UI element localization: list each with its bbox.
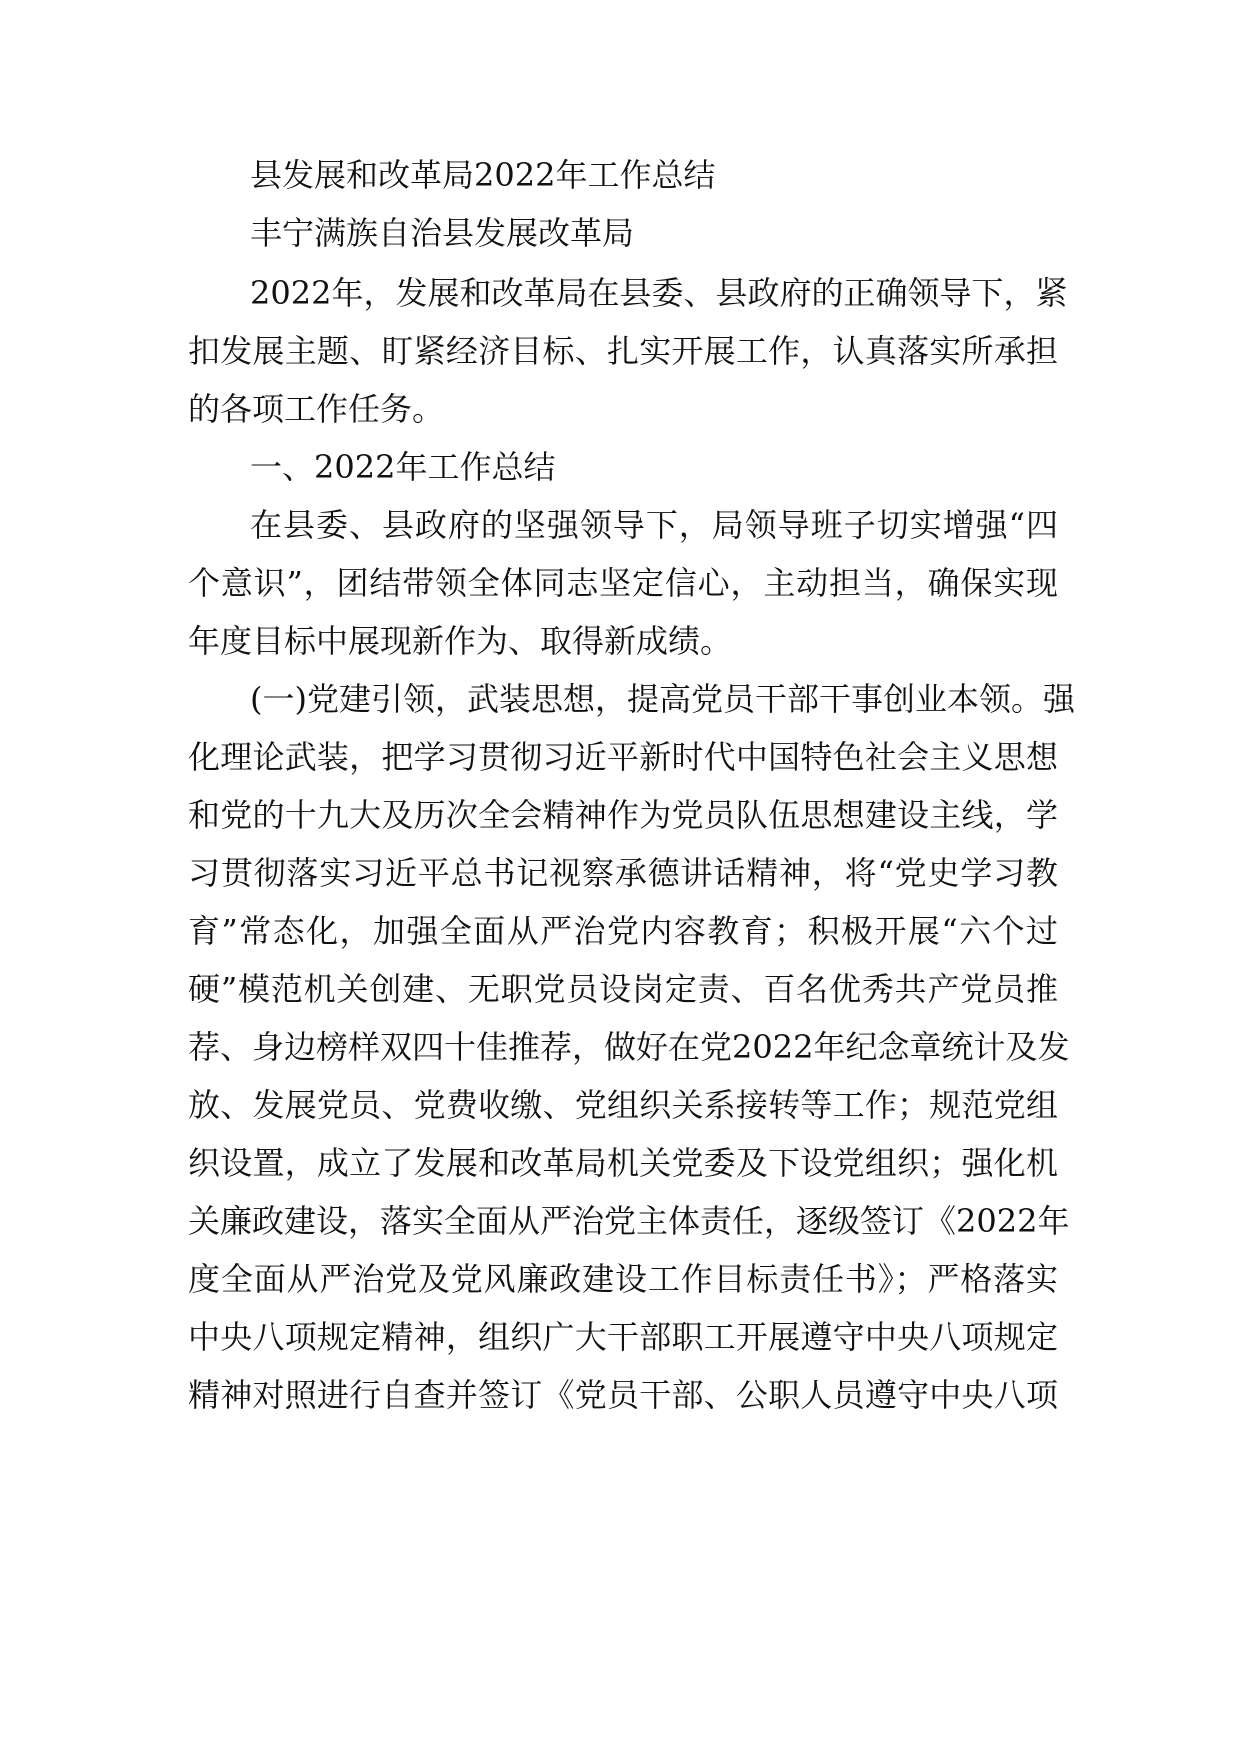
document-title: 县发展和改革局2022年工作总结 (250, 156, 716, 194)
paragraph-line: 精神对照进行自查并签订《党员干部、公职人员遵守中央八项 (188, 1376, 1058, 1414)
paragraph-line: 的各项工作任务。 (188, 390, 445, 428)
paragraph-line: 习贯彻落实习近平总书记视察承德讲话精神，将“党史学习教 (188, 854, 1058, 892)
paragraph-line: 度全面从严治党及党风廉政建设工作目标责任书》；严格落实 (188, 1260, 1058, 1298)
paragraph-line: 2022年，发展和改革局在县委、县政府的正确领导下，紧 (250, 274, 1068, 312)
paragraph-line: 在县委、县政府的坚强领导下，局领导班子切实增强“四 (250, 506, 1058, 544)
paragraph-line: 关廉政建设，落实全面从严治党主体责任，逐级签订《2022年 (188, 1202, 1070, 1240)
paragraph-line: 扣发展主题、盯紧经济目标、扎实开展工作，认真落实所承担 (188, 332, 1058, 370)
paragraph-line: 年度目标中展现新作为、取得新成绩。 (188, 622, 733, 660)
paragraph-line: 育”常态化，加强全面从严治党内容教育；积极开展“六个过 (188, 912, 1058, 950)
paragraph-line: 织设置，成立了发展和改革局机关党委及下设党组织；强化机 (188, 1144, 1058, 1182)
paragraph-line: (一)党建引领，武装思想，提高党员干部干事创业本领。强 (250, 680, 1075, 718)
paragraph-line: 放、发展党员、党费收缴、党组织关系接转等工作；规范党组 (188, 1086, 1058, 1124)
paragraph-line: 个意识”，团结带领全体同志坚定信心，主动担当，确保实现 (188, 564, 1058, 602)
paragraph-line: 中央八项规定精神，组织广大干部职工开展遵守中央八项规定 (188, 1318, 1058, 1356)
paragraph-line: 荐、身边榜样双四十佳推荐，做好在党2022年纪念章统计及发 (188, 1028, 1070, 1066)
paragraph-line: 硬”模范机关创建、无职党员设岗定责、百名优秀共产党员推 (188, 970, 1058, 1008)
paragraph-line: 化理论武装，把学习贯彻习近平新时代中国特色社会主义思想 (188, 738, 1058, 776)
section-heading: 一、2022年工作总结 (250, 448, 556, 486)
paragraph-line: 和党的十九大及历次全会精神作为党员队伍思想建设主线，学 (188, 796, 1058, 834)
document-author: 丰宁满族自治县发展改革局 (250, 214, 635, 252)
